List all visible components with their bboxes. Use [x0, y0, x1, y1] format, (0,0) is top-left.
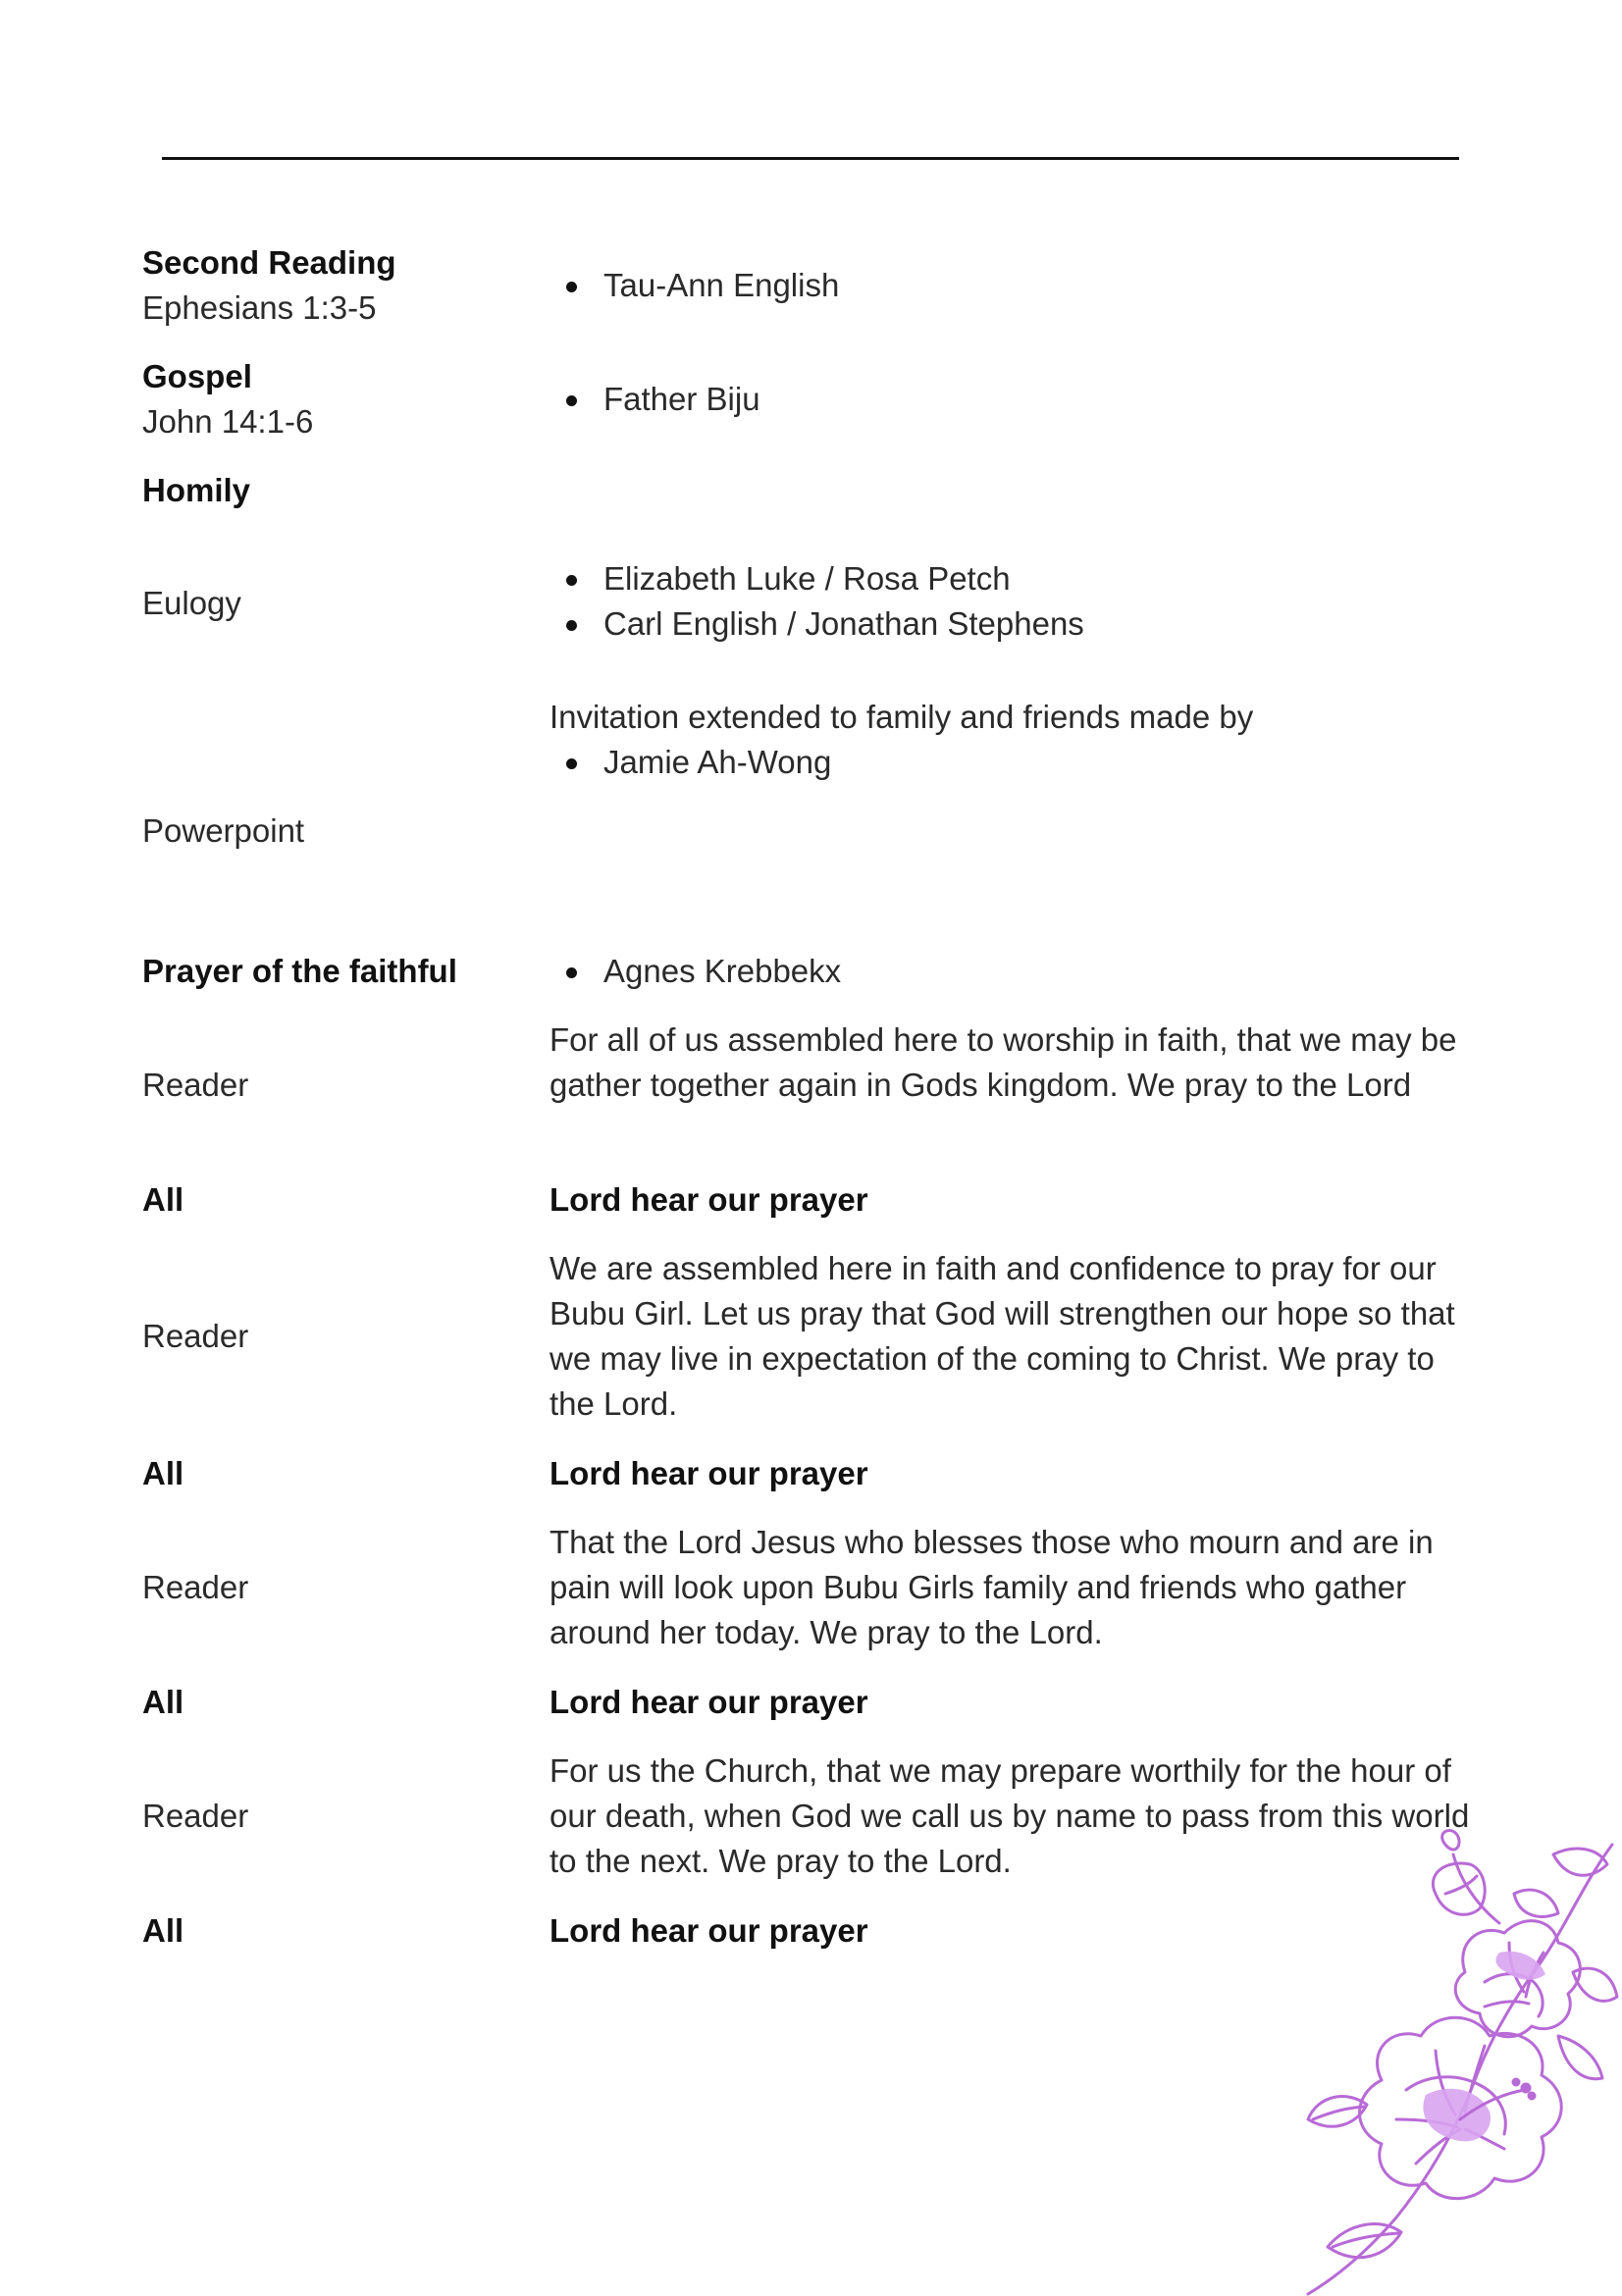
eulogy-label: Eulogy	[142, 585, 241, 621]
all-label: All	[142, 1912, 184, 1949]
second-reading-heading: Second Reading	[142, 244, 396, 281]
gospel-reference: John 14:1-6	[142, 403, 314, 440]
bullet-icon	[566, 282, 577, 292]
intercession-text: For us the Church, that we may prepare worthily for the hour of our death, when God we call us by name to pass from this world to the next. We pray to the Lord.	[549, 1752, 1470, 1879]
eulogy-speakers	[564, 556, 1084, 647]
invitation-text: Invitation extended to family and friends made by	[549, 699, 1254, 735]
bullet-icon	[566, 758, 577, 769]
homily-heading: Homily	[142, 472, 251, 508]
reader-label: Reader	[142, 1798, 249, 1834]
reader-label: Reader	[142, 1067, 249, 1103]
second-reading-readers	[564, 263, 839, 308]
list-item: Jamie Ah-Wong	[564, 740, 831, 785]
response-text: Lord hear our prayer	[549, 1912, 868, 1949]
list-item: Elizabeth Luke / Rosa Petch	[564, 556, 1084, 601]
all-label: All	[142, 1455, 184, 1491]
all-label: All	[142, 1684, 184, 1720]
powerpoint-label: Powerpoint	[142, 812, 305, 849]
reader-label: Reader	[142, 1569, 249, 1605]
list-item: Father Biju	[564, 377, 760, 422]
bullet-icon	[566, 967, 577, 978]
gospel-heading: Gospel	[142, 358, 252, 394]
reader-label: Reader	[142, 1318, 249, 1354]
intercession-text: For all of us assembled here to worship in faith, that we may be gather together again in Gods kingdom. We pray to the Lord	[549, 1021, 1457, 1103]
bullet-icon	[566, 575, 577, 586]
gospel-readers	[564, 377, 760, 422]
response-text: Lord hear our prayer	[549, 1181, 868, 1218]
response-text: Lord hear our prayer	[549, 1455, 868, 1491]
hibiscus-flower-icon	[1288, 1825, 1622, 2296]
prayer-heading: Prayer of the faithful	[142, 953, 457, 989]
invitation-by-list	[564, 740, 831, 785]
list-item: Tau-Ann English	[564, 263, 839, 308]
intercession-text: We are assembled here in faith and confidence to pray for our Bubu Girl. Let us pray that God will strengthen our hope so that we may live in expectation of the coming to Christ. We pray to the Lord.	[549, 1250, 1455, 1422]
response-text: Lord hear our prayer	[549, 1684, 868, 1720]
list-item: Agnes Krebbekx	[564, 949, 841, 994]
bullet-icon	[566, 395, 577, 406]
bullet-icon	[566, 620, 577, 631]
header-divider	[162, 157, 1459, 160]
intercession-text: That the Lord Jesus who blesses those who mourn and are in pain will look upon Bubu Girls family and friends who gather around her today. We pray to the Lord.	[549, 1524, 1434, 1650]
prayer-readers	[564, 949, 841, 994]
all-label: All	[142, 1181, 184, 1218]
second-reading-reference: Ephesians 1:3-5	[142, 289, 377, 326]
list-item: Carl English / Jonathan Stephens	[564, 601, 1084, 647]
